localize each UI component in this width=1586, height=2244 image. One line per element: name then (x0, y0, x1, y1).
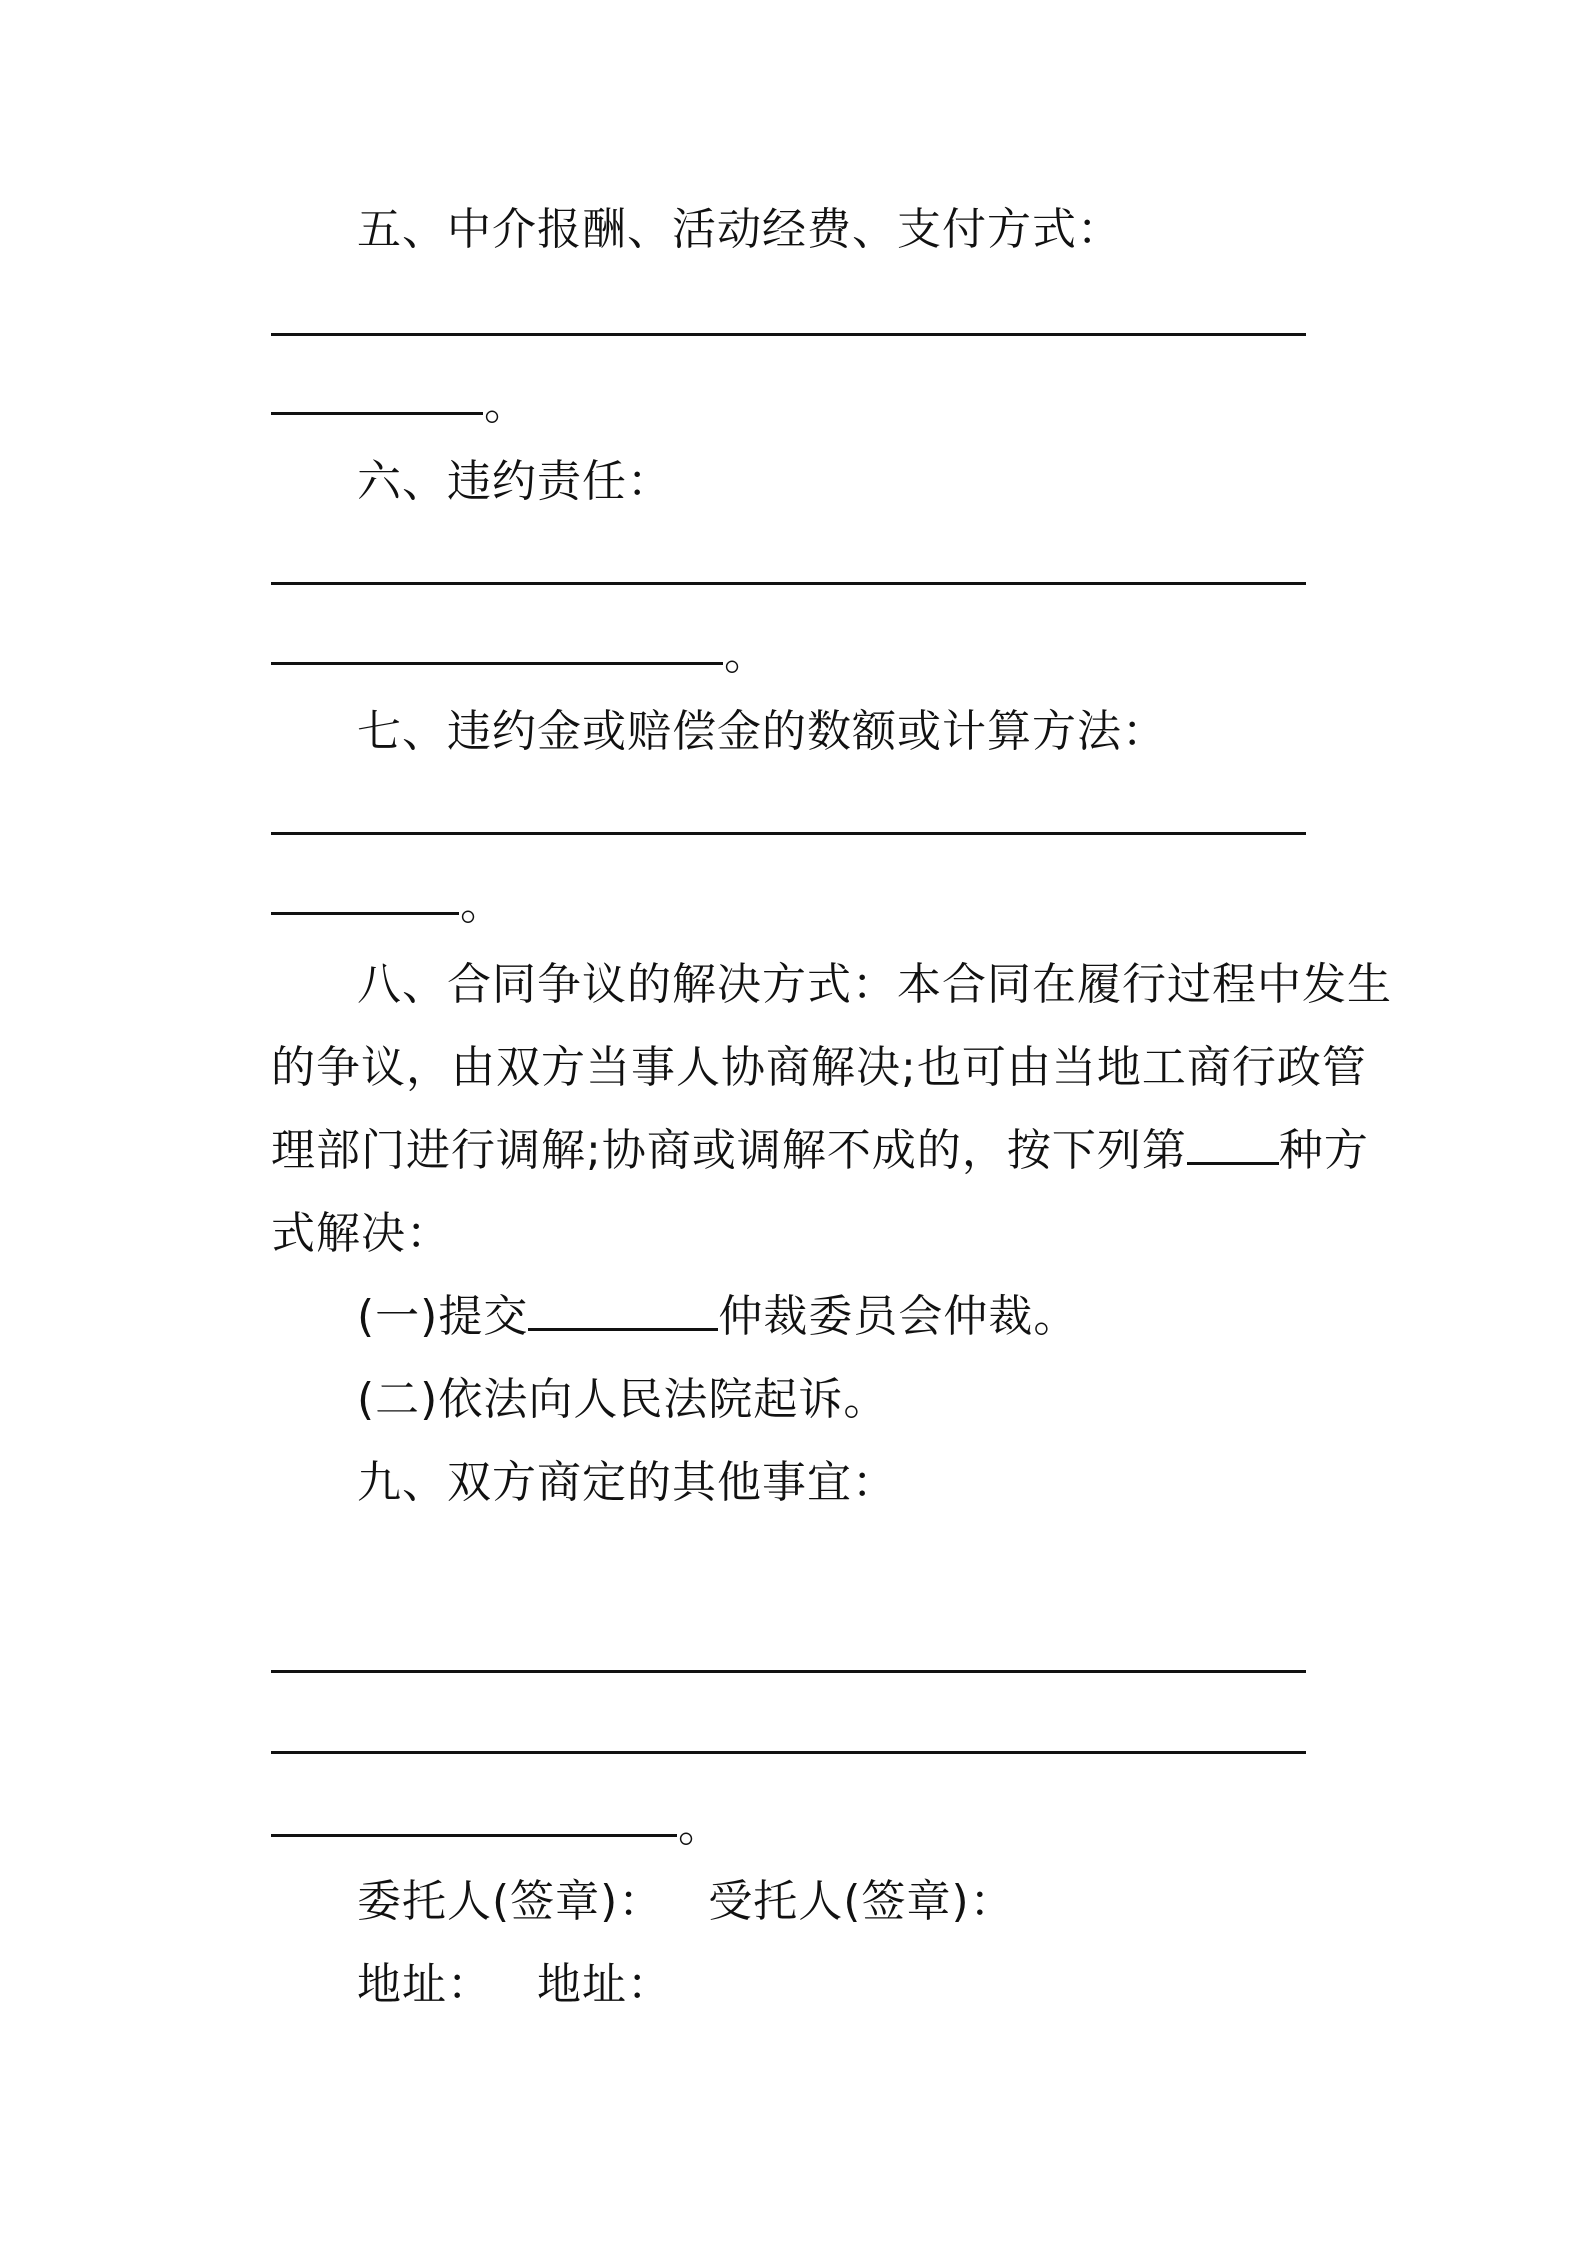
option-1 (357, 1287, 1078, 1347)
section-7-heading: 七、违约金或赔偿金的数额或计算方法： (357, 706, 1167, 757)
blank-line[interactable] (271, 1751, 1306, 1754)
blank-line[interactable] (271, 662, 723, 665)
blank-line[interactable] (271, 1834, 677, 1837)
end-period: 。 (460, 879, 504, 930)
blank-line[interactable] (271, 1670, 1306, 1673)
option-1-end: 仲裁委员会仲裁。 (718, 1291, 1079, 1342)
option-1-text: (一)提交 (357, 1291, 529, 1342)
blank-line[interactable] (271, 582, 1306, 585)
address-line: 地址： 地址： (357, 1959, 672, 2010)
section-8-line-4: 式解决： (271, 1208, 451, 1259)
arbitration-commission-blank[interactable] (528, 1288, 718, 1331)
blank-line[interactable] (271, 412, 483, 415)
section-8-line-3-end: 种方 (1278, 1125, 1369, 1176)
end-period: 。 (484, 379, 528, 430)
section-8-line-2: 的争议，由双方当事人协商解决;也可由当地工商行政管 (271, 1042, 1367, 1093)
signature-line: 委托人(签章)： 受托人(签章)： (357, 1876, 1015, 1927)
section-8-line-1: 八、合同争议的解决方式：本合同在履行过程中发生 (357, 959, 1392, 1010)
section-6-heading: 六、违约责任： (357, 456, 672, 507)
option-2: (二)依法向人民法院起诉。 (357, 1374, 889, 1425)
end-period: 。 (724, 629, 768, 680)
section-5-heading: 五、中介报酬、活动经费、支付方式： (357, 204, 1122, 255)
section-9-heading: 九、双方商定的其他事宜： (357, 1457, 897, 1508)
blank-line[interactable] (271, 333, 1306, 336)
blank-line[interactable] (271, 832, 1306, 835)
method-number-blank[interactable] (1187, 1122, 1279, 1165)
blank-line[interactable] (271, 912, 459, 915)
end-period: 。 (678, 1801, 722, 1852)
section-8-line-3-text: 理部门进行调解;协商或调解不成的，按下列第 (271, 1125, 1187, 1176)
section-8-line-3 (271, 1121, 1369, 1181)
